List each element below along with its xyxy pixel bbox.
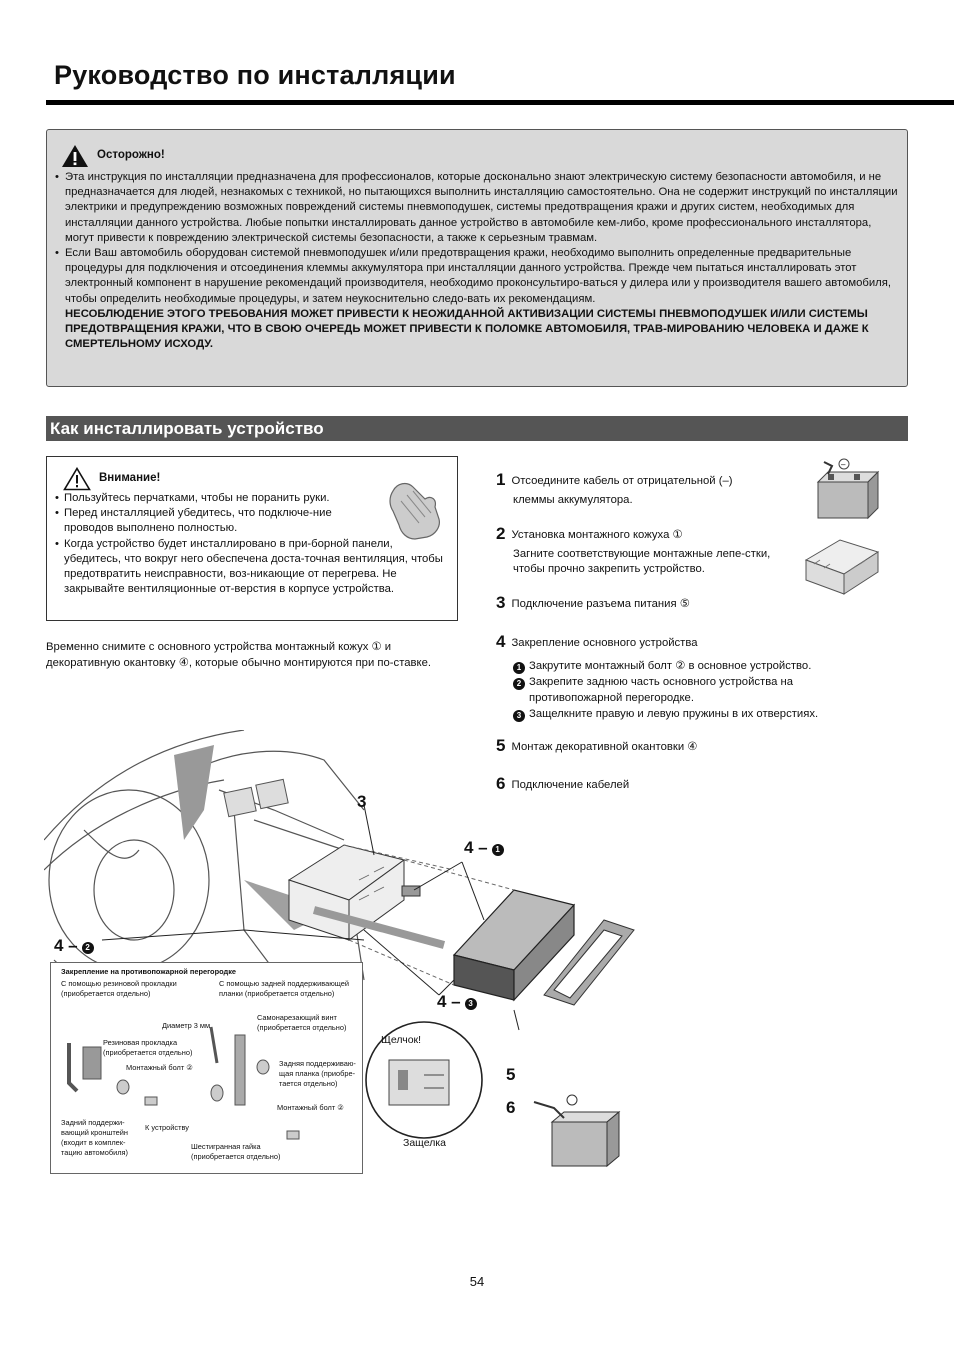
svg-text:–: – (841, 460, 846, 469)
label-rear-strap: Задняя поддерживаю-щая планка (приобре-тается отдельно) (279, 1059, 356, 1088)
callout-6: 6 (506, 1098, 516, 1117)
warning-header (61, 144, 899, 168)
page-number: 54 (469, 1274, 485, 1289)
step-4-sub-2 (513, 675, 889, 706)
sub-text: Закрутите монтажный болт ② в основное устройство. (529, 660, 812, 672)
warning-heading: Осторожно! (97, 149, 165, 162)
step-number: 4 (496, 632, 506, 651)
callout-4-2 (54, 936, 94, 956)
warning-list (55, 170, 899, 307)
label-hex-nut: Шестигранная гайка (приобретается отдельно) (191, 1142, 281, 1161)
sub-marker: 2 (513, 678, 525, 690)
step-3 (496, 595, 690, 613)
caution-box (46, 456, 458, 621)
label-rear-bracket: Задний поддержи-вающий кронштейн (входит в комплек-тацию автомобиля) (61, 1118, 128, 1157)
intro-text: Временно снимите с основного устройства монтажный кожух ① и декоративную окантовку ④, которые обычно монтируются при по-ставке. (46, 641, 432, 669)
caution-item: • Пользуйтесь перчатками, чтобы не поранить руки. (55, 491, 374, 506)
firewall-title: Закрепление на противопожарной перегородке (61, 967, 237, 976)
step-title: Установка монтажного кожуха ① (511, 529, 683, 541)
step-number: 5 (496, 736, 506, 755)
step-title: Монтаж декоративной окантовки ④ (511, 741, 698, 753)
label-to-unit: К устройству (145, 1123, 189, 1132)
sub-text: Закрепите заднюю часть основного устройства на противопожарной перегородке. (529, 676, 794, 704)
section-heading: Как инсталлировать устройство (46, 416, 908, 441)
sub-marker: 1 (513, 662, 525, 674)
warning-box (46, 129, 908, 387)
step-number: 2 (496, 524, 506, 543)
callout-5: 5 (506, 1065, 516, 1084)
label-self-tapping-screw: Самонарезающий винт (приобретается отдельно) (257, 1013, 347, 1032)
label-bolt-left: Монтажный болт ② (126, 1063, 193, 1072)
step-number: 3 (496, 593, 506, 612)
step-title: Подключение разъема питания ⑤ (511, 598, 690, 610)
step-4-sub-1 (513, 659, 883, 675)
label-rubber-pad: Резиновая прокладка (приобретается отдельно) (103, 1038, 193, 1057)
callout-marker: 2 (82, 942, 94, 954)
firewall-right-heading: С помощью задней поддерживающей планки (приобретается отдельно) (219, 979, 350, 998)
step-title: Закрепление основного устройства (511, 637, 698, 649)
battery-disconnect-illustration (804, 456, 882, 522)
click-label: Щелчок! (381, 1034, 422, 1046)
step-title: Подключение кабелей (511, 779, 630, 791)
step-body: клеммы аккумулятора. (513, 493, 633, 506)
callout-label: 4 – (464, 838, 488, 857)
caution-item: • Когда устройство будет инсталлировано в при-борной панели, убедитесь, что вокруг него обеспечена доста-точная вентиляция, чтобы предотвратить неисправности, воз-никающие от перегрева. Не закрывайте вентиляционные от-верстия в корпусе устройства. (55, 537, 449, 598)
callout-marker: 1 (492, 844, 504, 856)
latch-label: Защелка (403, 1137, 446, 1149)
warning-item: • Если Ваш автомобиль оборудован системой пневмоподушек и/или предотвращения кражи, необходимо выполнить определенные предварительные процедуры для подключения и отсоединения клеммы аккумулятора при инсталляции данного устройства. Прежде чем пытаться инсталлировать этот электронный компонент в нарушение рекомендаций производителя, необходимо проконсультиро-ваться у дилера или у производителя вашего автомобиля, чтобы определить необходимые процедуры, и затем неукоснительно следо-вать их рекомендациям. (55, 246, 899, 307)
sub-text: Защелкните правую и левую пружины в их отверстиях. (529, 708, 819, 720)
mounting-sleeve-illustration (800, 530, 880, 598)
callout-marker: 3 (465, 998, 477, 1010)
warning-triangle-icon (61, 144, 89, 168)
step-body: Загните соответствующие монтажные лепе-стки, чтобы прочно закрепить устройство. (513, 547, 771, 575)
glove-icon (379, 477, 445, 543)
caution-heading: Внимание! (99, 472, 161, 485)
step-4-sub-3 (513, 707, 883, 723)
callout-label: 4 – (54, 936, 78, 955)
title-rule (46, 100, 954, 105)
label-diameter: Диаметр 3 мм (162, 1021, 211, 1030)
step-title: Отсоедините кабель от отрицательной (–) (511, 475, 733, 487)
sub-marker: 3 (513, 710, 525, 722)
step-4 (496, 634, 698, 652)
callout-label: 4 – (437, 992, 461, 1011)
label-bolt-right: Монтажный болт ② (277, 1103, 344, 1112)
step-number: 6 (496, 774, 506, 793)
step-1 (496, 472, 733, 508)
firewall-mounting-box (50, 962, 363, 1174)
warning-item: • Эта инструкция по инсталляции предназначена для профессионалов, которые досконально знают электрическую систему безопасности автомобиля, и не предназначается для людей, незнакомых с техникой, но пытающихся выполнить инсталляцию самостоятельно. Она не содержит инструкций по инсталляции электрики и предупреждению возможных повреждений системы пневмоподушек, системы предотвращения кражи и других систем, необходимых для инсталляции данного устройства. Любые попытки инсталлировать данное устройство в автомобиле кем-либо, кроме профессионального инсталлятора, могут привести к повреждению электрической системы безопасности, а также к серьезным травмам. (55, 170, 899, 246)
caution-item: • Перед инсталляцией убедитесь, что подключе-ние проводов выполнено полностью. (55, 506, 364, 536)
firewall-left-heading: С помощью резиновой прокладки (приобретается отдельно) (61, 979, 177, 998)
step-2 (496, 526, 798, 578)
warning-bold-notice: НЕСОБЛЮДЕНИЕ ЭТОГО ТРЕБОВАНИЯ МОЖЕТ ПРИВЕСТИ К НЕОЖИДАННОЙ АКТИВИЗАЦИИ СИСТЕМЫ ПНЕВМОПОДУШЕК И/ИЛИ СИСТЕМЫ ПРЕДОТВРАЩЕНИЯ КРАЖИ, ЧТО В СВОЮ ОЧЕРЕДЬ МОЖЕТ ПРИВЕСТИ К ПОЛОМКЕ АВТОМОБИЛЯ, ТРАВ-МИРОВАНИЮ ЧЕЛОВЕКА И ДАЖЕ К СМЕРТЕЛЬНОМУ ИСХОДУ. (65, 307, 869, 351)
step-number: 1 (496, 470, 506, 489)
callout-4-1 (464, 838, 504, 858)
callout-3: 3 (357, 792, 367, 811)
caution-triangle-icon (63, 467, 91, 491)
page-title: Руководство по инсталляции (54, 60, 456, 90)
callout-4-3 (437, 992, 477, 1012)
